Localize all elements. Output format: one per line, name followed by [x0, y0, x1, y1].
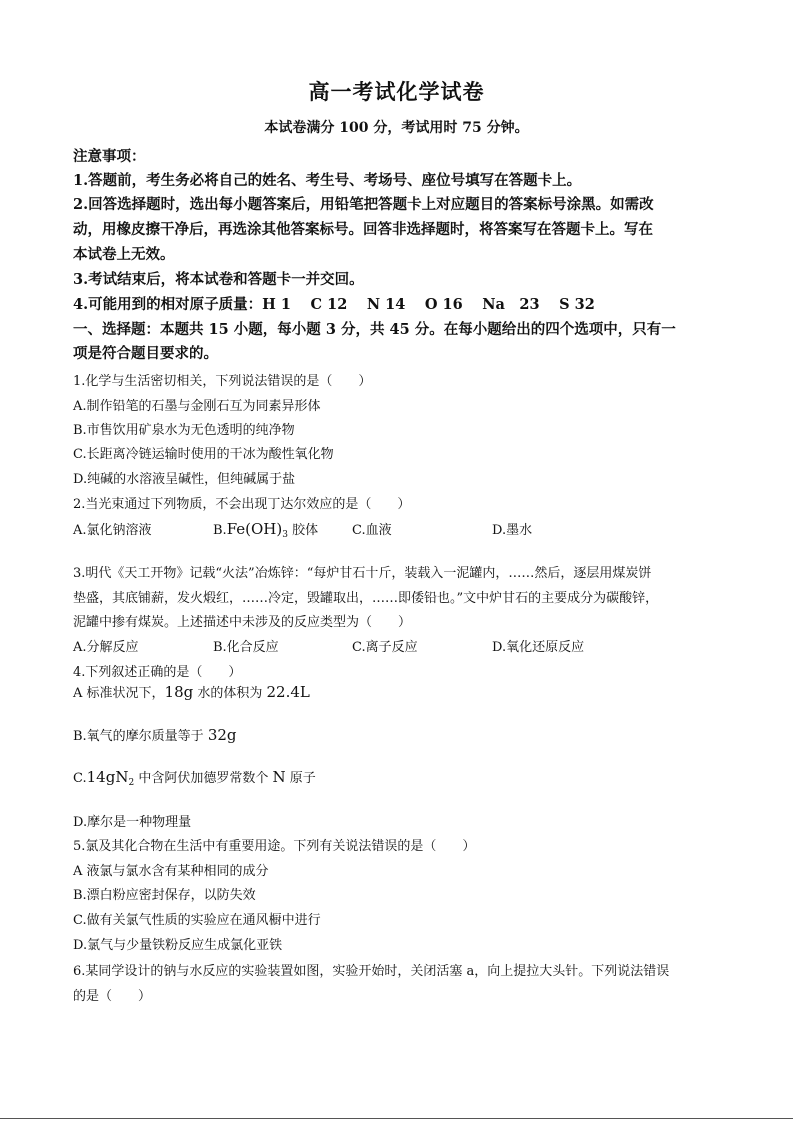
option-a: A.氯化钠溶液 [73, 523, 152, 538]
formula: 22.4L [266, 683, 310, 701]
question-stem: 3.明代《天工开物》记载“火法”冶炼锌：“每炉甘石十斤，装载入一泥罐内，……然后，逐层用煤炭饼 [73, 566, 652, 581]
option-a-text: A 标准状况下， [73, 686, 165, 701]
notice-item: 3.考试结束后，将本试卷和答题卡一并交回。 [73, 271, 364, 288]
option-a: A.分解反应 [73, 640, 139, 655]
question-stem: 2.当光束通过下列物质，不会出现丁达尔效应的是（ ） [73, 497, 411, 512]
option-c: C.离子反应 [352, 640, 418, 655]
question-stem-cont: 的是（ ） [73, 989, 152, 1004]
notice-item: 4.可能用到的相对原子质量：H 1 C 12 N 14 O 16 Na 23 S 32 [73, 296, 595, 313]
question-stem: 4.下列叙述正确的是（ ） [73, 665, 242, 680]
notice-item: 2.回答选择题时，选出每小题答案后，用铅笔把答题卡上对应题目的答案标号涂黑。如需改 [73, 196, 654, 213]
option-d: D.氧化还原反应 [492, 640, 585, 655]
option-a: A.制作铅笔的石墨与金刚石互为同素异形体 [73, 399, 321, 414]
section-heading-cont: 项是符合题目要求的。 [73, 345, 218, 362]
option-d: D.墨水 [492, 523, 533, 538]
option-a-text: 水的体积为 [193, 686, 267, 701]
option-d: D.氯气与少量铁粉反应生成氯化亚铁 [73, 938, 283, 953]
option-c: C.长距离冷链运输时使用的干冰为酸性氧化物 [73, 447, 334, 462]
notice-item: 动，用橡皮擦干净后，再选涂其他答案标号。回答非选择题时，将答案写在答题卡上。写在 [73, 221, 653, 238]
formula-subscript: 3 [282, 530, 288, 540]
option-b: B.漂白粉应密封保存，以防失效 [73, 888, 256, 903]
option-b-label: B. [213, 523, 227, 538]
question-stem: 5.氯及其化合物在生活中有重要用途。下列有关说法错误的是（ ） [73, 839, 476, 854]
formula: Fe(OH) [226, 520, 283, 538]
option-b: B.市售饮用矿泉水为无色透明的纯净物 [73, 423, 295, 438]
exam-info: 本试卷满分 100 分，考试用时 75 分钟。 [264, 120, 529, 136]
page-title: 高一考试化学试卷 [308, 79, 485, 104]
formula-subscript: 2 [128, 778, 135, 788]
option-d: D.纯碱的水溶液呈碱性，但纯碱属于盐 [73, 472, 296, 487]
option-c [73, 767, 316, 788]
page-bottom-rule [0, 1118, 793, 1119]
formula: 18g [164, 683, 194, 701]
option-a [73, 682, 310, 701]
option-c: C.做有关氯气性质的实验应在通风橱中进行 [73, 913, 321, 928]
option-b [73, 725, 237, 744]
option-c-text: 中含阿伏加德罗常数个 [134, 771, 273, 786]
question-stem: 6.某同学设计的钠与水反应的实验装置如图，实验开始时，关闭活塞 a，向上提拉大头针。下列说法错误 [73, 964, 670, 979]
option-c: C.血液 [352, 523, 392, 538]
formula: 14gN [86, 768, 129, 786]
option-b [213, 519, 318, 540]
option-a: A 液氯与氯水含有某种相同的成分 [73, 864, 269, 879]
notice-item: 本试卷上无效。 [73, 246, 175, 263]
option-b-text: 胶体 [287, 523, 319, 538]
option-c-label: C. [73, 771, 87, 786]
option-b-text: B.氧气的摩尔质量等于 [73, 729, 208, 744]
question-stem-cont: 泥罐中掺有煤炭。上述描述中未涉及的反应类型为（ ） [73, 615, 412, 630]
option-d: D.摩尔是一种物理量 [73, 815, 192, 830]
question-stem: 1.化学与生活密切相关，下列说法错误的是（ ） [73, 374, 372, 389]
formula: 32g [207, 726, 237, 744]
option-c-text: 原子 [285, 771, 316, 786]
question-stem-cont: 垫盛，其底铺薪，发火煅红，……冷定，毁罐取出，……即倭铅也。”文中炉甘石的主要成分为碳酸锌， [73, 591, 659, 606]
section-heading: 一、选择题：本题共 15 小题，每小题 3 分，共 45 分。在每小题给出的四个选项中，只有一 [73, 321, 676, 338]
option-b: B.化合反应 [213, 640, 279, 655]
notice-item: 1.答题前，考生务必将自己的姓名、考生号、考场号、座位号填写在答题卡上。 [73, 172, 582, 189]
notice-heading: 注意事项： [73, 148, 146, 165]
formula: N [272, 768, 286, 786]
